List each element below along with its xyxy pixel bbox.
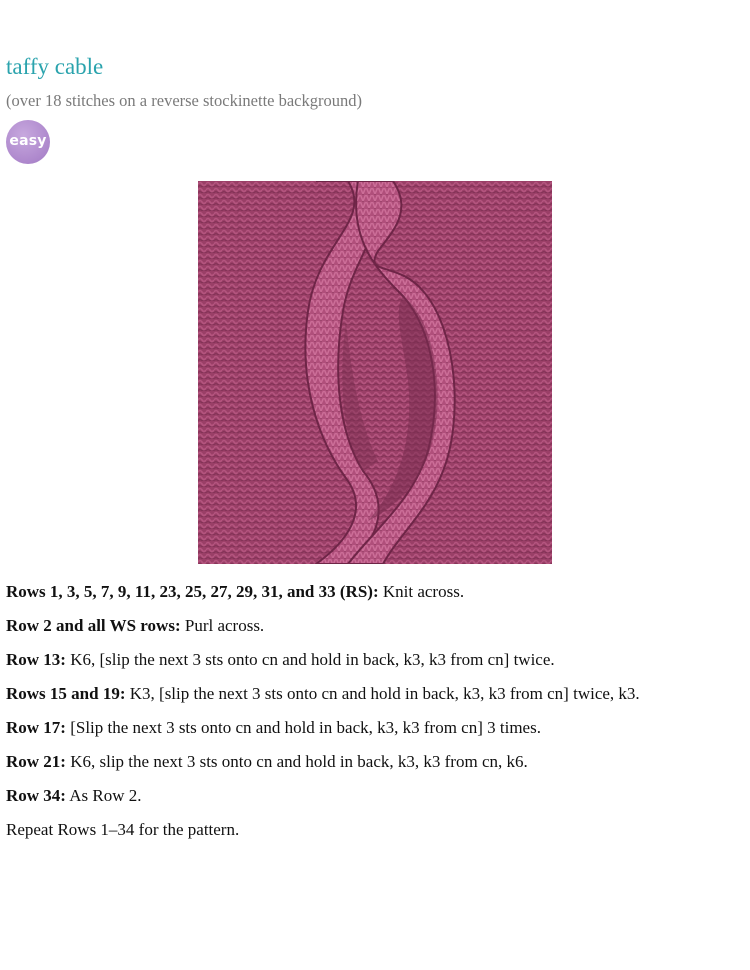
instruction-row-label: Rows 1, 3, 5, 7, 9, 11, 23, 25, 27, 29, 31, and 33 (RS): — [6, 582, 379, 601]
instruction-row-text: [Slip the next 3 sts onto cn and hold in back, k3, k3 from cn] 3 times. — [65, 718, 541, 737]
pattern-title: taffy cable — [6, 54, 104, 79]
pattern-subtitle: (over 18 stitches on a reverse stockinette background) — [6, 91, 362, 110]
instruction-row-label: Row 13: — [6, 650, 66, 669]
instruction-row-label: Row 21: — [6, 752, 66, 771]
instruction-row-text: Purl across. — [180, 616, 265, 635]
instruction-row — [6, 682, 746, 716]
instruction-row — [6, 750, 746, 784]
instruction-row-text: K6, [slip the next 3 sts onto cn and hold in back, k3, k3 from cn] twice. — [65, 650, 555, 669]
instruction-row — [6, 580, 746, 614]
instruction-row — [6, 614, 746, 648]
instruction-row-label: Row 34: — [6, 786, 66, 805]
difficulty-badge — [6, 120, 50, 164]
instruction-row — [6, 784, 746, 818]
difficulty-badge-label: easy — [9, 132, 47, 149]
instruction-row-text: As Row 2. — [65, 786, 142, 805]
pattern-instructions — [6, 580, 746, 852]
instruction-row-label: Row 2 and all WS rows: — [6, 616, 181, 635]
swatch-illustration — [198, 181, 552, 564]
instruction-row-label: Rows 15 and 19: — [6, 684, 126, 703]
instruction-row — [6, 716, 746, 750]
swatch-photo — [198, 181, 552, 564]
repeat-instruction: Repeat Rows 1–34 for the pattern. — [6, 820, 240, 839]
instruction-row-label: Row 17: — [6, 718, 66, 737]
instruction-row-text: K3, [slip the next 3 sts onto cn and hold in back, k3, k3 from cn] twice, k3. — [125, 684, 640, 703]
instruction-row — [6, 648, 746, 682]
instruction-row-text: K6, slip the next 3 sts onto cn and hold in back, k3, k3 from cn, k6. — [65, 752, 528, 771]
instruction-row-text: Knit across. — [378, 582, 465, 601]
